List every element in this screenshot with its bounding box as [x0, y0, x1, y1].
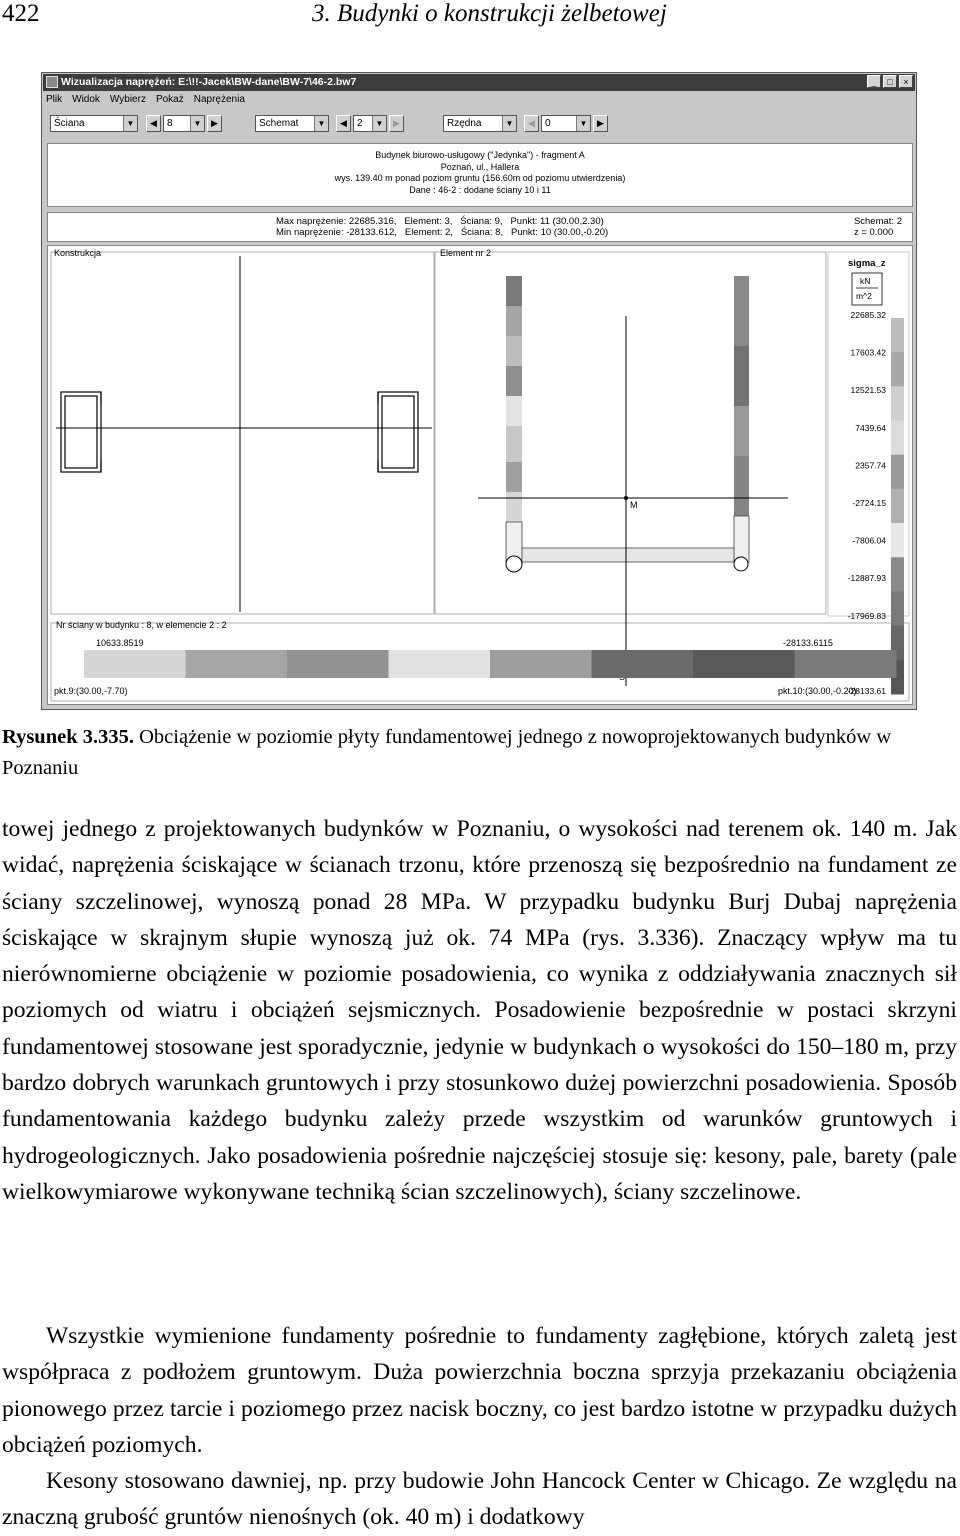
wall-stress-bar	[84, 650, 897, 678]
wall-number-select[interactable]	[163, 115, 205, 132]
minimize-button[interactable]: _	[867, 75, 881, 88]
stress-stats-bar	[47, 212, 913, 242]
data-set: Dane : 46-2 : dodane ściany 10 i 11	[409, 184, 551, 195]
legend-unit-numerator: kN	[860, 276, 871, 286]
legend-value: 2357.74	[855, 460, 886, 471]
toolbar	[50, 115, 908, 135]
building-address: Poznań, ul., Hallera	[440, 161, 520, 172]
legend-unit-denominator: m^2	[856, 291, 872, 301]
scheme-type-value: Schemat	[259, 118, 299, 129]
wall-bar-segment	[693, 650, 795, 678]
menu-wybierz[interactable]: Wybierz	[109, 94, 146, 105]
app-window	[41, 72, 917, 710]
legend-value: 12521.53	[850, 385, 886, 396]
legend-color-scale	[891, 318, 904, 695]
body-paragraph: Kesony stosowano dawniej, np. przy budowie John Hancock Center w Chicago. Ze względu na znaczną grubość gruntów nienośnych (ok. 40 m) i dodatkowy	[2, 1468, 957, 1531]
building-height: wys. 139.40 m ponad poziom gruntu (156.60m od poziomu utwierdzenia)	[334, 173, 626, 183]
next-scheme-button[interactable]: ▶	[389, 115, 404, 132]
legend-value: -17969.83	[847, 610, 886, 621]
menu-bar	[46, 94, 245, 105]
body-paragraph: Wszystkie wymienione fundamenty pośrednie to fundamenty zagłębione, których zaletą jest współpraca z podłożem gruntowym. Duża powierzchnia boczna sprzyja przekazaniu obciążenia pionowego przez tarcie i poziomego przez nacisk boczny, co jest bardzo istotne w przypadku dużych obciążeń poziomych.	[2, 1323, 957, 1458]
building-name: Budynek biurowo-usługowy ("Jedynka") - fragment A	[375, 150, 585, 160]
legend-value: -12887.93	[847, 573, 886, 584]
title-bar	[43, 74, 915, 91]
stress-visualization	[48, 246, 912, 704]
legend-swatch	[891, 591, 904, 626]
left-core-walls	[61, 392, 101, 472]
wall-right-value: -28133.6115	[783, 638, 833, 648]
menu-naprezenia[interactable]: Naprężenia	[193, 94, 245, 105]
scheme-number-value: 2	[357, 118, 363, 129]
prev-wall-button[interactable]: ◀	[146, 115, 161, 132]
wall-type-value: Ściana	[54, 118, 85, 129]
legend-swatch	[891, 523, 904, 558]
prev-ordinate-button[interactable]: ◀	[524, 115, 539, 132]
ordinate-type-value: Rzędna	[447, 118, 482, 129]
legend-value: 22685.32	[850, 310, 886, 320]
legend-swatch	[891, 386, 904, 421]
legend-swatch	[891, 318, 904, 353]
legend-swatch	[891, 455, 904, 490]
wall-type-select[interactable]	[50, 115, 138, 132]
legend-swatch	[891, 489, 904, 524]
legend-value: -28133.61	[847, 686, 886, 696]
maximize-button[interactable]: □	[883, 75, 897, 88]
page-number: 422	[2, 0, 40, 27]
element-right-wall	[734, 276, 749, 562]
wall-bar-segment	[389, 650, 491, 678]
mass-center-point	[624, 496, 628, 500]
mass-center-label: M	[630, 500, 638, 510]
element-bottom-wall	[522, 548, 734, 562]
page-header	[0, 0, 960, 34]
menu-widok[interactable]: Widok	[72, 94, 100, 105]
drawing-area	[47, 245, 913, 705]
wall-bar-segment	[287, 650, 389, 678]
construction-panel-label: Konstrukcja	[54, 248, 102, 258]
figure-label: Rysunek 3.335.	[2, 726, 134, 748]
app-icon	[46, 76, 58, 88]
legend-value: 7439.64	[855, 422, 886, 433]
wall-left-point: pkt.9:(30.00,-7.70)	[54, 686, 128, 696]
chevron-down-icon: ▼	[190, 116, 204, 131]
wall-bar-segment	[490, 650, 592, 678]
wall-bar-segment	[592, 650, 694, 678]
menu-pokaz[interactable]: Pokaż	[155, 94, 184, 105]
ordinate-value-select[interactable]	[541, 115, 591, 132]
chevron-down-icon: ▼	[502, 116, 516, 131]
legend-swatch	[891, 557, 904, 592]
wall-left-value: 10633.8519	[96, 638, 144, 648]
chevron-down-icon: ▼	[123, 116, 137, 131]
wall-number-value: 8	[167, 118, 173, 129]
corner-node	[506, 556, 522, 572]
wall-info-label: Nr ściany w budynku : 8, w elemencie 2 : 2	[56, 620, 227, 630]
wall-right-point: pkt.10:(30.00,-0.20)	[778, 686, 857, 696]
menu-plik[interactable]: Plik	[46, 94, 63, 105]
wall-bar-segment	[186, 650, 288, 678]
z-label: z = 0.000	[853, 227, 894, 238]
prev-scheme-button[interactable]: ◀	[336, 115, 351, 132]
right-core-walls	[378, 392, 418, 472]
body-paragraph: towej jednego z projektowanych budynków w Poznaniu, o wysokości nad terenem ok. 140 m. Jak widać, naprężenia ściskające w ścianach trzonu, które przenoszą się bezpośrednio na fundament ze ściany szczelinowej, wynoszą ponad 28 MPa. W przypadku budynku Burj Dubaj naprężenia ściskające w skrajnym słupie wynoszą już ok. 74 MPa (rys. 3.336). Znaczący wpływ ma tu nierównomierne obciążenie w poziomie posadowienia, co wynika z oddziaływania znacznych sił poziomych od wiatru i obciążeń sejsmicznych. Posadowienie bezpośrednie w postaci skrzyni fundamentowej stosowane jest sporadycznie, jedynie w budynkach o wysokości do 150–180 m, przy bardzo dobrych warunkach gruntowych i przy stosunkowo dużej powierzchni posadowienia. Sposób fundamentowania każdego budynku zależy przede wszystkim od warunków gruntowych i hydrogeologicznych. Jako posadowienia pośrednie najczęściej stosuje się: kesony, pale, barety (pale wielkowymiarowe wykonywane techniką ścian szczelinowych), ściany szczelinowe.	[2, 816, 957, 1205]
legend-title: sigma_z	[848, 258, 886, 269]
chevron-down-icon: ▼	[576, 116, 590, 131]
construction-panel-frame	[51, 252, 434, 614]
wall-bar-segment	[84, 650, 186, 678]
window-title: Wizualizacja naprężeń: E:\!!-Jacek\BW-dane\BW-7\46-2.bw7	[61, 76, 357, 88]
corner-node	[734, 557, 748, 571]
close-button[interactable]: ×	[899, 75, 913, 88]
figure-caption-text: Obciążenie w poziomie płyty fundamentowej jednego z nowoprojektowanych budynków w Poznaniu	[2, 726, 892, 779]
ordinate-value: 0	[545, 118, 551, 129]
max-stress: Max naprężenie: 22685.316, Element: 3, Ściana: 9, Punkt: 11 (30.00,2.30)	[276, 216, 604, 227]
building-info-panel	[47, 143, 913, 207]
legend-value: -7806.04	[852, 535, 886, 546]
scheme-number-select[interactable]	[353, 115, 387, 132]
legend-swatch	[891, 352, 904, 387]
next-wall-button[interactable]: ▶	[207, 115, 222, 132]
scheme-type-select[interactable]	[255, 115, 329, 132]
chevron-down-icon: ▼	[372, 116, 386, 131]
chapter-title: 3. Budynki o konstrukcji żelbetowej	[312, 0, 667, 27]
ordinate-type-select[interactable]	[443, 115, 517, 132]
scheme-label: Schemat: 2	[853, 216, 902, 227]
figure-caption	[2, 722, 957, 784]
legend-value: -2724.15	[852, 498, 886, 508]
legend-swatch	[891, 421, 904, 456]
wall-bar-segment	[795, 650, 897, 678]
next-ordinate-button[interactable]: ▶	[593, 115, 608, 132]
legend-value: 17603.42	[850, 347, 886, 358]
min-stress: Min naprężenie: -28133.612, Element: 2, Ściana: 8, Punkt: 10 (30.00,-0.20)	[276, 227, 609, 238]
element-panel-label: Element nr 2	[440, 248, 492, 258]
element-left-wall	[506, 276, 522, 562]
chevron-down-icon: ▼	[314, 116, 328, 131]
